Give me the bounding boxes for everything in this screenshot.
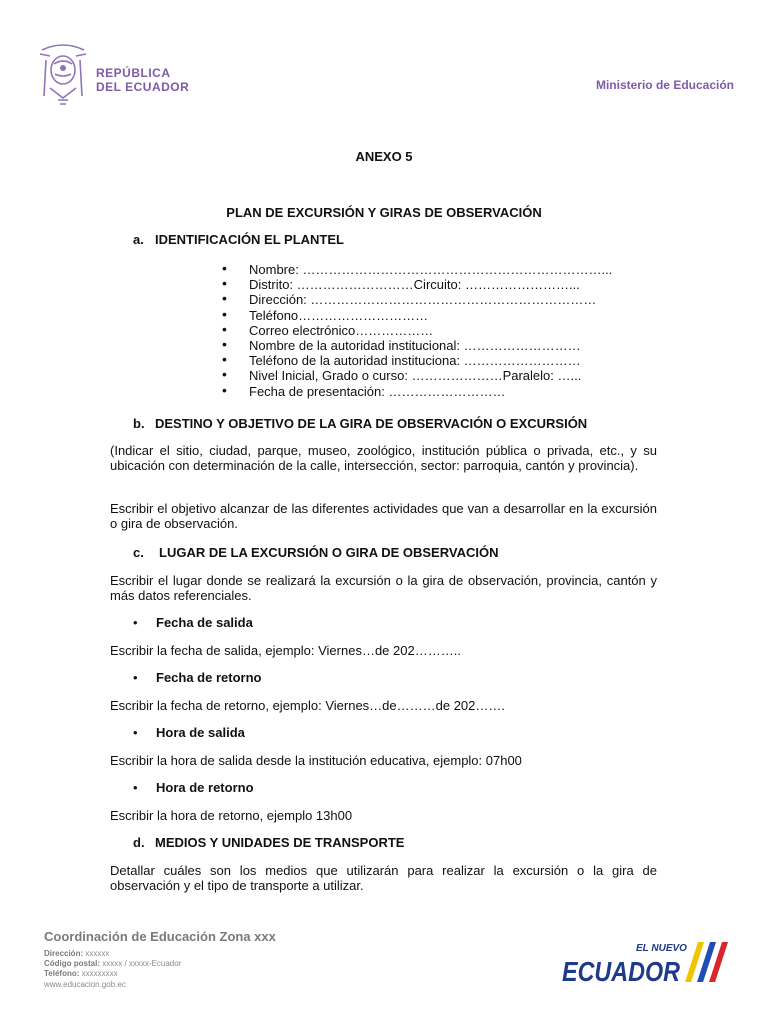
logo-small-text: EL NUEVO — [636, 943, 687, 954]
bullet-icon: • — [133, 780, 138, 795]
footer-postal-label: Código postal: — [44, 959, 100, 968]
hora-salida-text: Escribir la hora de salida desde la institución educativa, ejemplo: 07h00 — [110, 753, 522, 768]
hora-retorno-heading — [133, 780, 254, 795]
section-a-title: IDENTIFICACIÓN EL PLANTEL — [155, 232, 344, 247]
flag-stripes-icon — [685, 942, 728, 982]
document-title: PLAN DE EXCURSIÓN Y GIRAS DE OBSERVACIÓN — [226, 205, 542, 220]
section-c-title: LUGAR DE LA EXCURSIÓN O GIRA DE OBSERVACIÓN — [159, 545, 499, 560]
fecha-retorno-heading — [133, 670, 261, 685]
footer-address-label: Dirección: — [44, 949, 84, 958]
hora-salida-heading — [133, 725, 245, 740]
section-c-paragraph: Escribir el lugar donde se realizará la excursión o la gira de observación, provincia, cantón y más datos referenciales. — [110, 573, 657, 603]
footer-phone-label: Teléfono: — [44, 969, 80, 978]
footer-postal — [44, 959, 181, 969]
section-b-paragraph-1: (Indicar el sitio, ciudad, parque, museo, zoológico, institución pública o privada, etc., y su ubicación con determinación de la calle, intersección, sector: parroquia, cantón y provincia). — [110, 443, 657, 473]
plantel-fields-list — [222, 262, 642, 399]
field-correo: • Correo electrónico……………… — [222, 323, 642, 338]
footer-title: Coordinación de Educación Zona xxx — [44, 929, 276, 944]
section-c-letter: c. — [133, 545, 144, 560]
hora-retorno-text: Escribir la hora de retorno, ejemplo 13h00 — [110, 808, 353, 823]
footer-postal-value: xxxxx / xxxxx-Ecuador — [102, 959, 182, 968]
footer-address-value: xxxxxx — [85, 949, 110, 958]
republic-name-line1: REPÚBLICA — [96, 66, 171, 80]
coat-of-arms-icon — [36, 40, 90, 108]
republic-name-line2: DEL ECUADOR — [96, 80, 190, 94]
fecha-salida-text: Escribir la fecha de salida, ejemplo: Viernes…de 202……….. — [110, 643, 461, 658]
field-distrito: • Distrito: ………………………Circuito: ……………………... — [222, 277, 642, 292]
footer-phone — [44, 969, 118, 979]
section-a-heading — [133, 232, 344, 247]
section-d-title: MEDIOS Y UNIDADES DE TRANSPORTE — [155, 835, 405, 850]
section-c-heading — [133, 545, 498, 560]
bullet-icon: • — [133, 615, 138, 630]
fecha-salida-heading — [133, 615, 253, 630]
section-d-heading — [133, 835, 404, 850]
hora-retorno-label: Hora de retorno — [156, 780, 254, 795]
field-nivel: • Nivel Inicial, Grado o curso: …………………Paralelo: …... — [222, 368, 642, 383]
field-telefono: • Teléfono………………………… — [222, 308, 642, 323]
ministry-name: Ministerio de Educación — [595, 78, 734, 92]
section-b-paragraph-2: Escribir el objetivo alcanzar de las diferentes actividades que van a desarrollar en la excursión o gira de observación. — [110, 501, 657, 531]
section-d-paragraph: Detallar cuáles son los medios que utilizarán para realizar la excursión o la gira de observación y el tipo de transporte a utilizar. — [110, 863, 657, 893]
hora-salida-label: Hora de salida — [156, 725, 245, 740]
field-direccion: • Dirección: ………………………………………………………… — [222, 292, 642, 307]
bullet-icon: • — [133, 725, 138, 740]
field-nombre: • Nombre: ……………………………………………………………... — [222, 262, 642, 277]
footer-phone-value: xxxxxxxxx — [81, 969, 118, 978]
fecha-salida-label: Fecha de salida — [156, 615, 253, 630]
logo-big-text: ECUADOR — [562, 956, 681, 986]
section-b-heading — [133, 416, 587, 431]
section-b-title: DESTINO Y OBJETIVO DE LA GIRA DE OBSERVACIÓN O EXCURSIÓN — [155, 416, 588, 431]
footer-address — [44, 949, 109, 959]
fecha-retorno-label: Fecha de retorno — [156, 670, 262, 685]
field-fecha-presentacion: • Fecha de presentación: ……………………… — [222, 384, 642, 399]
field-autoridad: • Nombre de la autoridad institucional: ……………………… — [222, 338, 642, 353]
section-b-letter: b. — [133, 416, 145, 431]
field-telefono-autoridad: • Teléfono de la autoridad instituciona: ……………………… — [222, 353, 642, 368]
section-d-letter: d. — [133, 835, 145, 850]
el-nuevo-ecuador-logo — [560, 936, 740, 986]
annex-title: ANEXO 5 — [355, 149, 413, 164]
section-a-letter: a. — [133, 232, 144, 247]
fecha-retorno-text: Escribir la fecha de retorno, ejemplo: Viernes…de………de 202……. — [110, 698, 506, 713]
bullet-icon: • — [133, 670, 138, 685]
footer-website: www.educacion.gob.ec — [44, 980, 126, 989]
